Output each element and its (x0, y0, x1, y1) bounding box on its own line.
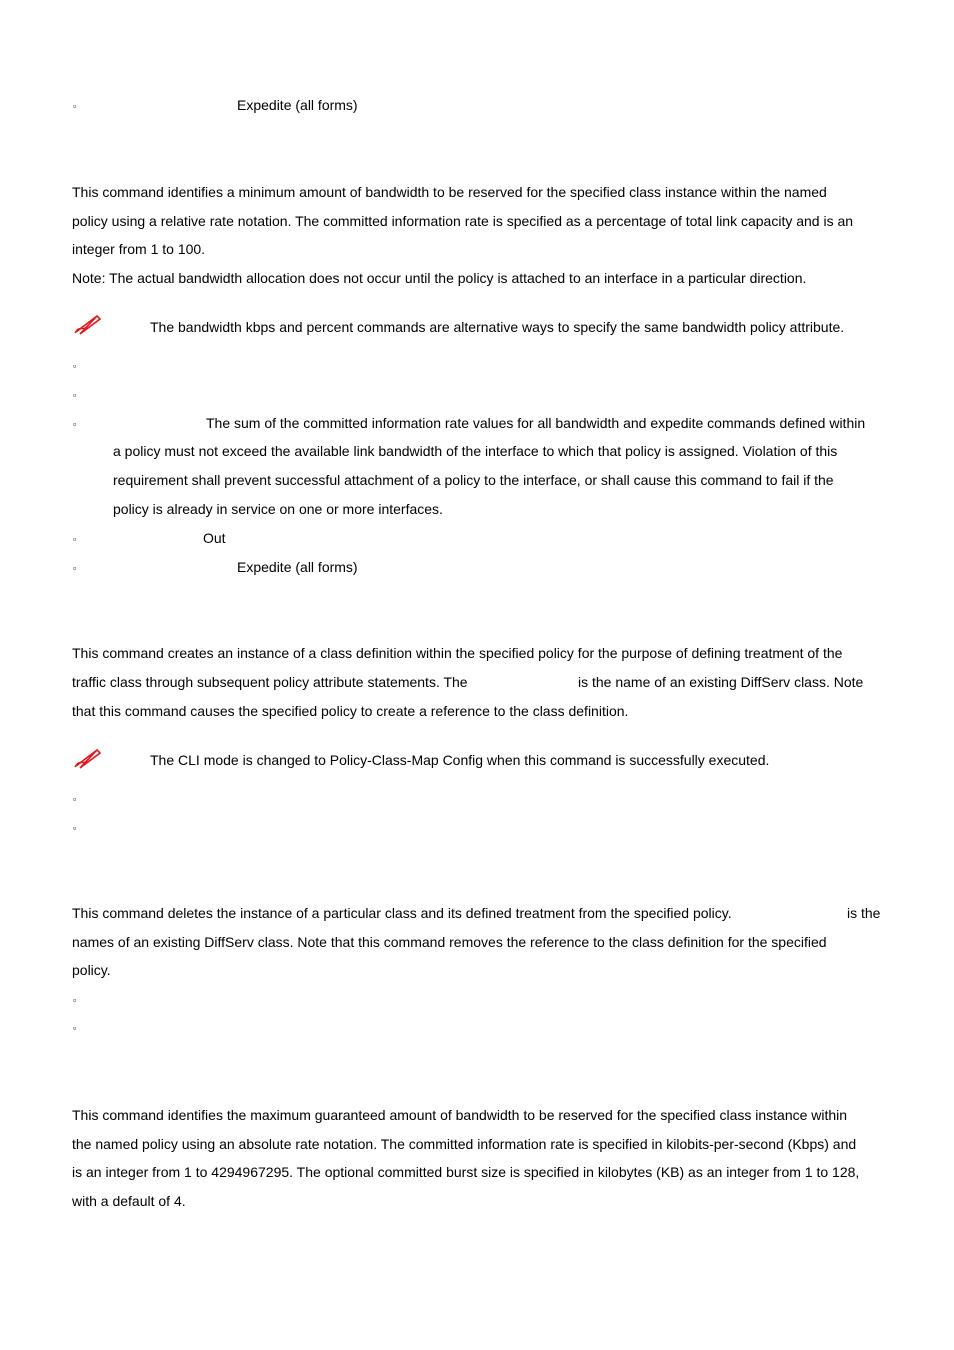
bullet-marker: ▫ (73, 361, 77, 371)
paragraph-line: integer from 1 to 100. (72, 241, 206, 257)
paragraph-line: Note: The actual bandwidth allocation does not occur until the policy is attached to an interface in a particular direction. (72, 270, 807, 286)
bullet-marker: ▫ (73, 823, 77, 833)
paragraph-line: This command identifies a minimum amount of bandwidth to be reserved for the specified class instance within the named (72, 184, 827, 200)
note-pen-icon (73, 747, 103, 769)
bullet-marker: ▫ (73, 390, 77, 400)
paragraph-line: the named policy using an absolute rate notation. The committed information rate is specified in kilobits-per-second (Kbps) and (72, 1136, 857, 1152)
note-pen-icon (73, 313, 103, 335)
paragraph-line: is the name of an existing DiffServ class. Note (578, 674, 864, 690)
paragraph-line: This command creates an instance of a class definition within the specified policy for the purpose of defining treatment of the (72, 645, 843, 661)
paragraph-line: with a default of 4. (72, 1193, 186, 1209)
paragraph-line: names of an existing DiffServ class. Note that this command removes the reference to the class definition for the specified (72, 934, 827, 950)
bullet-text-expedite: Expedite (all forms) (237, 97, 358, 113)
restriction-line: policy is already in service on one or more interfaces. (113, 501, 443, 517)
bullet-marker: ▫ (73, 534, 77, 544)
note-text: The bandwidth kbps and percent commands are alternative ways to specify the same bandwidth policy attribute. (150, 319, 845, 335)
paragraph-line: traffic class through subsequent policy attribute statements. The (72, 674, 468, 690)
paragraph-line: that this command causes the specified policy to create a reference to the class definition. (72, 703, 629, 719)
restriction-line: The sum of the committed information rate values for all bandwidth and expedite commands defined within (206, 415, 866, 431)
paragraph-line: This command deletes the instance of a particular class and its defined treatment from the specified policy. (72, 905, 732, 921)
note-text: The CLI mode is changed to Policy-Class-Map Config when this command is successfully executed. (150, 752, 770, 768)
bullet-text-expedite: Expedite (all forms) (237, 559, 358, 575)
paragraph-line: policy. (72, 962, 111, 978)
bullet-marker: ▫ (73, 563, 77, 573)
restriction-line: requirement shall prevent successful attachment of a policy to the interface, or shall cause this command to fail if the (113, 472, 834, 488)
restriction-line: a policy must not exceed the available link bandwidth of the interface to which that policy is assigned. Violation of this (113, 443, 838, 459)
bullet-text-out: Out (203, 530, 226, 546)
bullet-marker: ▫ (73, 419, 77, 429)
paragraph-line: This command identifies the maximum guaranteed amount of bandwidth to be reserved for the specified class instance within (72, 1107, 848, 1123)
bullet-marker: ▫ (73, 995, 77, 1005)
paragraph-line: is an integer from 1 to 4294967295. The optional committed burst size is specified in kilobytes (KB) as an integer from 1 to 128, (72, 1164, 860, 1180)
paragraph-line: is the (847, 905, 881, 921)
paragraph-line: policy using a relative rate notation. The committed information rate is specified as a percentage of total link capacity and is an (72, 213, 854, 229)
bullet-marker: ▫ (73, 794, 77, 804)
bullet-marker: ▫ (73, 101, 77, 111)
bullet-marker: ▫ (73, 1023, 77, 1033)
